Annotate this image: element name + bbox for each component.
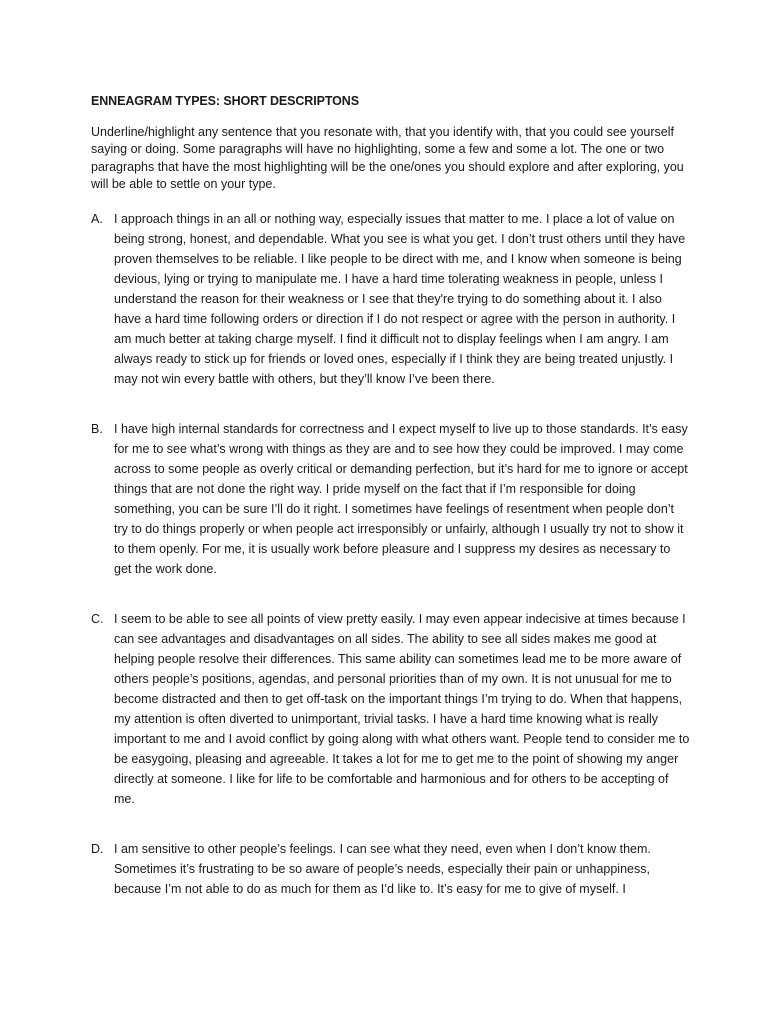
item-letter-d: D. (91, 842, 104, 857)
item-letter-b: B. (91, 422, 103, 437)
intro-paragraph: Underline/highlight any sentence that you resonate with, that you identify with, that you could see yourself saying or doing. Some paragraphs will have no highlighting, some a few and some a lot. The one or two paragraphs that have the most highlighting will be the one/ones you should explore and after exploring, you will be able to settle on your type. (91, 125, 684, 191)
item-text-d: I am sensitive to other people’s feelings. I can see what they need, even when I don’t know them. Sometimes it’s frustrating to be so aware of people’s needs, especially their pain or unhappiness, because I’m not able to do as much for them as I’d like to. It’s easy for me to give of myself. I (114, 842, 651, 897)
item-text-c: I seem to be able to see all points of view pretty easily. I may even appear indecisive at times because I can see advantages and disadvantages on all sides. The ability to see all sides makes me good at helping people resolve their differences. This same ability can sometimes lead me to be more aware of others people’s positions, agendas, and personal priorities than of my own. It is not unusual for me to become distracted and then to get off-task on the important things I’m trying to do. When that happens, my attention is often diverted to unimportant, trivial tasks. I have a hard time knowing what is really important to me and I avoid conflict by going along with what others want. People tend to consider me to be easygoing, pleasing and agreeable. It takes a lot for me to get me to the point of showing my anger directly at someone. I like for life to be comfortable and harmonious and for others to be accepting of me. (114, 612, 690, 807)
document-page (91, 93, 691, 899)
list-item-b (91, 419, 691, 579)
item-text-b: I have high internal standards for correctness and I expect myself to live up to those standards. It’s easy for me to see what’s wrong with things as they are and to see how they could be improved. I may come across to some people as overly critical or demanding perfection, but it’s hard for me to ignore or accept things that are not done the right way. I pride myself on the fact that if I’m responsible for doing something, you can be sure I’ll do it right. I sometimes have feelings of resentment when people don’t try to do things properly or when people act irresponsibly or unfairly, although I usually try not to show it to them openly. For me, it is usually work before pleasure and I suppress my desires as necessary to get the work done. (114, 422, 688, 577)
list-item-a (91, 209, 691, 389)
list-item-d (91, 839, 691, 899)
item-text-a: I approach things in an all or nothing way, especially issues that matter to me. I place a lot of value on being strong, honest, and dependable. What you see is what you get. I don’t trust others until they have proven themselves to be reliable. I like people to be direct with me, and I know when someone is being devious, lying or trying to manipulate me. I have a hard time tolerating weakness in people, unless I understand the reason for their weakness or I see that they're trying to do something about it. I also have a hard time following orders or direction if I do not respect or agree with the person in authority. I am much better at taking charge myself. I find it difficult not to display feelings when I am angry. I am always ready to stick up for friends or loved ones, especially if I think they are being treated unjustly. I may not win every battle with others, but they’ll know I’ve been there. (114, 212, 686, 387)
list-item-c (91, 609, 691, 809)
item-letter-a: A. (91, 212, 103, 227)
item-letter-c: C. (91, 612, 104, 627)
document-title: ENNEAGRAM TYPES: SHORT DESCRIPTONS (91, 94, 359, 108)
